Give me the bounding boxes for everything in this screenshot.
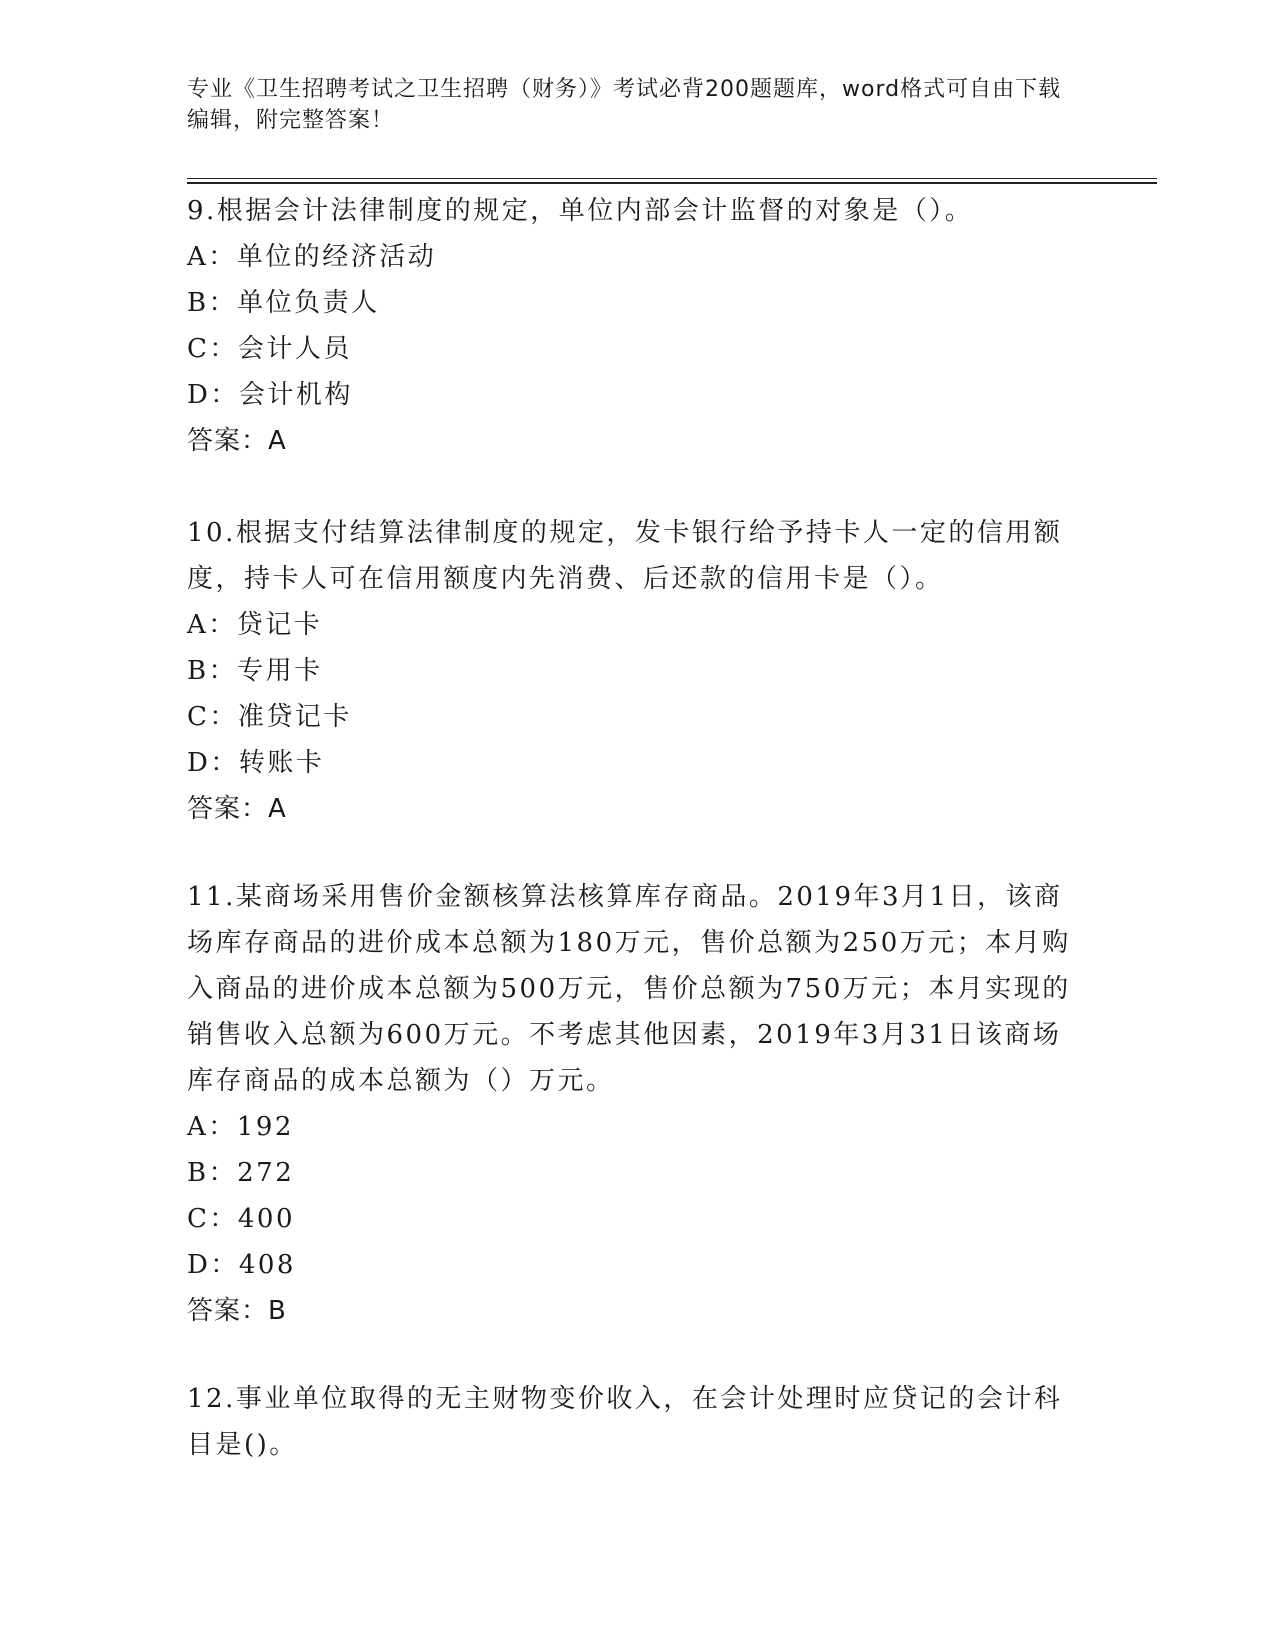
option-c: C：会计人员 xyxy=(187,334,352,364)
answer: 答案：A xyxy=(187,426,287,456)
option-a: A：192 xyxy=(187,1112,294,1142)
option-a: A：贷记卡 xyxy=(187,610,323,640)
answer: 答案：A xyxy=(187,794,287,824)
question-stem: 10.根据支付结算法律制度的规定，发卡银行给予持卡人一定的信用额度，持卡人可在信用额度内先消费、后还款的信用卡是（）。 xyxy=(187,518,1063,594)
header-divider-thick xyxy=(187,182,1157,184)
option-c: C：400 xyxy=(187,1204,296,1234)
question-10 xyxy=(187,510,1087,832)
option-b: B：单位负责人 xyxy=(187,288,380,318)
header-divider-thin xyxy=(187,178,1157,179)
option-d: D：408 xyxy=(187,1250,296,1280)
question-stem: 11.某商场采用售价金额核算法核算库存商品。2019年3月1日，该商场库存商品的进价成本总额为180万元，售价总额为250万元；本月购入商品的进价成本总额为500万元，售价总额为750万元；本月实现的销售收入总额为600万元。不考虑其他因素，2019年3月31日该商场库存商品的成本总额为（）万元。 xyxy=(187,882,1071,1096)
question-12 xyxy=(187,1376,1087,1468)
option-c: C：准贷记卡 xyxy=(187,702,352,732)
document-header: 专业《卫生招聘考试之卫生招聘（财务）》考试必背200题题库，word格式可自由下载编辑，附完整答案！ xyxy=(187,77,1062,133)
option-d: D：会计机构 xyxy=(187,380,353,410)
question-11 xyxy=(187,874,1087,1334)
question-stem: 9.根据会计法律制度的规定，单位内部会计监督的对象是（）。 xyxy=(187,196,974,226)
question-stem: 12.事业单位取得的无主财物变价收入，在会计处理时应贷记的会计科目是()。 xyxy=(187,1384,1063,1460)
option-b: B：272 xyxy=(187,1158,295,1188)
option-d: D：转账卡 xyxy=(187,748,325,778)
option-b: B：专用卡 xyxy=(187,656,323,686)
option-a: A：单位的经济活动 xyxy=(187,242,437,272)
question-9 xyxy=(187,188,1087,464)
answer: 答案：B xyxy=(187,1296,287,1326)
